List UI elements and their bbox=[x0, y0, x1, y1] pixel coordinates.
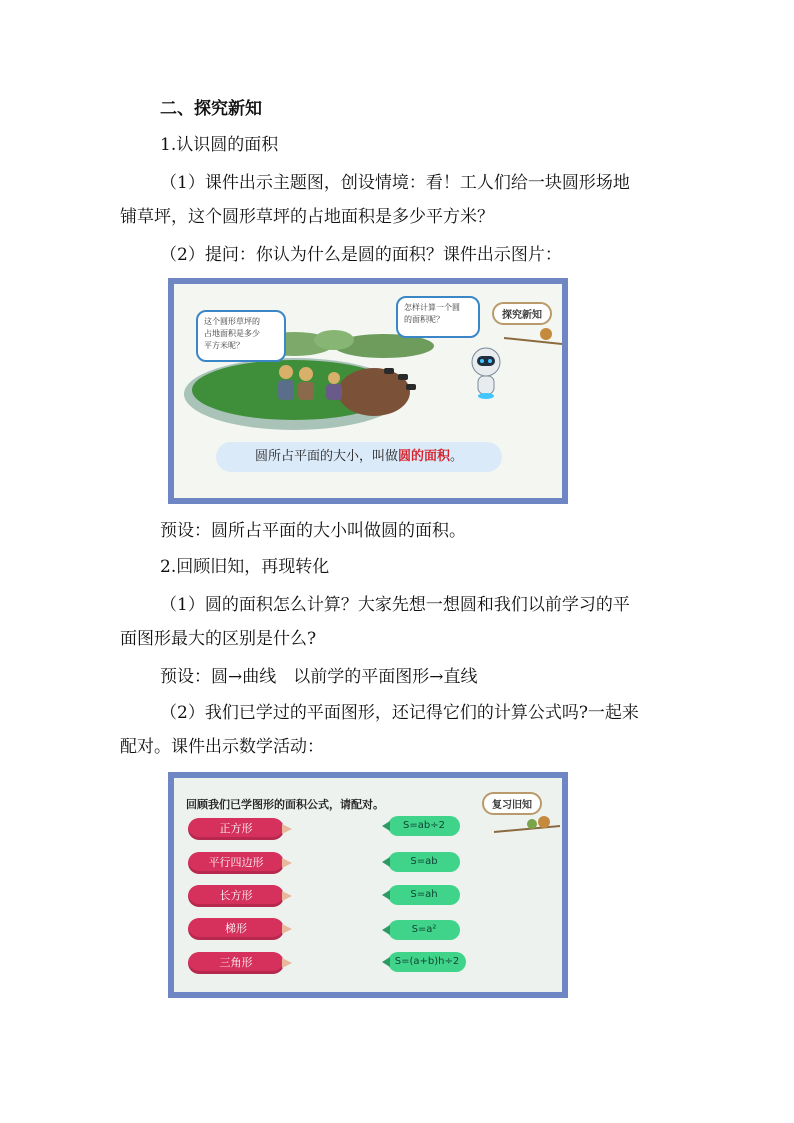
shape-rectangle[interactable]: 长方形 bbox=[188, 885, 284, 907]
definition-suffix: 。 bbox=[450, 449, 464, 464]
formula-trapezoid[interactable]: S=(a+b)h÷2 bbox=[388, 952, 466, 972]
shape-trapezoid[interactable]: 梯形 bbox=[188, 918, 284, 940]
slide-title: 回顾我们已学图形的面积公式，请配对。 bbox=[186, 798, 384, 811]
bubble-text: 这个圆形草坪的 bbox=[204, 317, 260, 326]
slide-circle-area bbox=[168, 278, 568, 504]
paragraph-4-line1: （2）我们已学过的平面图形，还记得它们的计算公式吗?一起来 bbox=[160, 703, 639, 723]
formula-parallelogram[interactable]: S=ah bbox=[388, 885, 460, 905]
bubble-text: 平方米呢？ bbox=[204, 341, 244, 350]
review-badge: 复习旧知 bbox=[482, 792, 542, 815]
speech-bubble-question-lawn bbox=[196, 310, 286, 362]
shape-triangle[interactable]: 三角形 bbox=[188, 952, 284, 974]
formula-square[interactable]: S=a² bbox=[388, 920, 460, 940]
section-title: 二、探究新知 bbox=[160, 99, 262, 119]
paragraph-4-line2: 配对。课件出示数学活动： bbox=[120, 737, 324, 757]
speech-bubble-question-robot bbox=[396, 296, 480, 338]
paragraph-3-line1: （1）圆的面积怎么计算？大家先想一想圆和我们以前学习的平 bbox=[160, 595, 630, 615]
paragraph-1-line2: 铺草坪，这个圆形草坪的占地面积是多少平方米？ bbox=[120, 207, 494, 227]
bubble-text: 怎样计算一个圆 bbox=[404, 303, 460, 312]
shape-parallelogram[interactable]: 平行四边形 bbox=[188, 852, 284, 874]
bubble-text: 占地面积是多少 bbox=[204, 329, 260, 338]
formula-triangle[interactable]: S=ab÷2 bbox=[388, 816, 460, 836]
paragraph-1-line1: （1）课件出示主题图，创设情境：看！工人们给一块圆形场地 bbox=[160, 173, 630, 193]
subsection-1: 1.认识圆的面积 bbox=[160, 135, 279, 155]
shape-square[interactable]: 正方形 bbox=[188, 818, 284, 840]
explore-badge: 探究新知 bbox=[492, 302, 552, 325]
definition-highlight: 圆的面积 bbox=[397, 449, 450, 464]
subsection-2: 2.回顾旧知，再现转化 bbox=[160, 557, 330, 577]
formula-rectangle[interactable]: S=ab bbox=[388, 852, 460, 872]
definition-text: 圆所占平面的大小，叫做 bbox=[254, 449, 398, 464]
paragraph-2: （2）提问：你认为什么是圆的面积？课件出示图片： bbox=[160, 245, 562, 265]
bubble-text: 的面积呢？ bbox=[404, 315, 444, 324]
preset-2: 预设：圆→曲线 以前学的平面图形→直线 bbox=[160, 667, 478, 687]
slide-formula-matching bbox=[168, 772, 568, 998]
definition-bar bbox=[216, 442, 502, 472]
owl-branch-decoration bbox=[492, 812, 562, 842]
preset-1: 预设：圆所占平面的大小叫做圆的面积。 bbox=[160, 521, 466, 541]
paragraph-3-line2: 面图形最大的区别是什么? bbox=[120, 629, 317, 649]
